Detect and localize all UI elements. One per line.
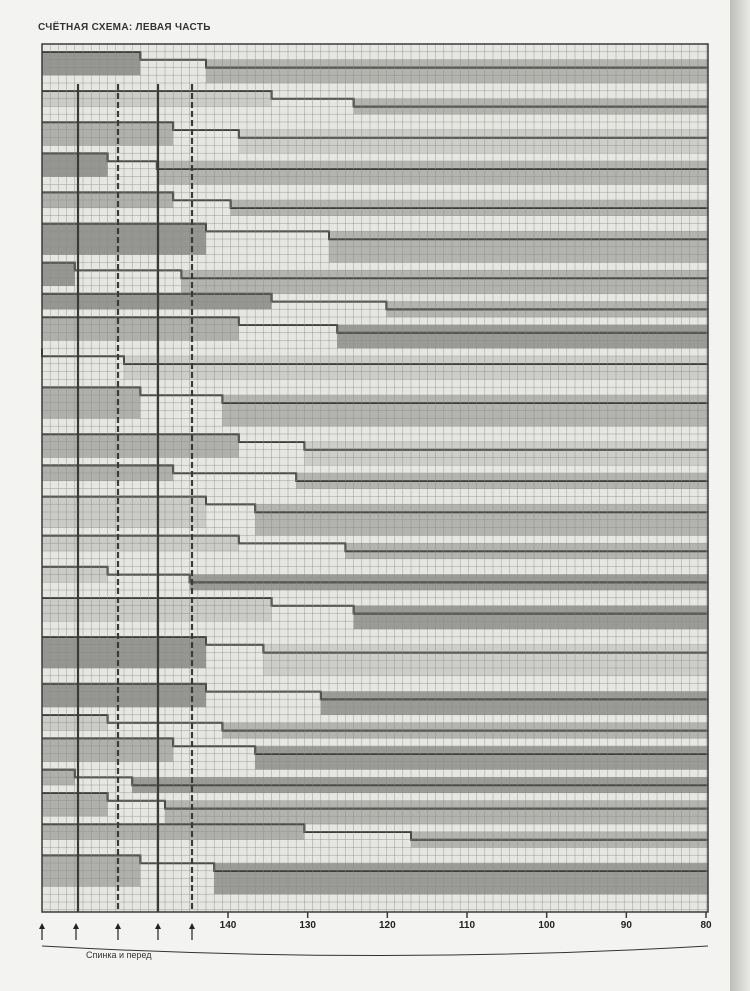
color-band — [255, 746, 708, 769]
color-band — [239, 130, 708, 153]
color-band — [214, 863, 708, 894]
color-band — [321, 692, 708, 715]
book-spine — [730, 0, 750, 991]
page-title: СЧЁТНАЯ СХЕМА: ЛЕВАЯ ЧАСТЬ — [38, 22, 211, 33]
color-band — [157, 161, 708, 184]
size-arrow-head — [115, 923, 121, 929]
color-band — [206, 60, 708, 83]
size-arrow-head — [73, 923, 79, 929]
x-tick-label: 130 — [299, 920, 317, 931]
x-tick-label: 80 — [700, 920, 712, 931]
size-arrow-head — [189, 923, 195, 929]
size-arrow-head — [39, 923, 45, 929]
x-tick-label: 140 — [219, 920, 237, 931]
x-tick-label: 120 — [378, 920, 396, 931]
x-tick-label: 100 — [538, 920, 556, 931]
chart-caption: Спинка и перед — [86, 950, 152, 960]
color-band — [222, 395, 708, 426]
color-band — [124, 356, 708, 379]
color-band — [304, 442, 708, 465]
size-arrow-head — [155, 923, 161, 929]
color-band — [181, 270, 708, 293]
x-tick-label: 90 — [620, 920, 632, 931]
x-tick-label: 110 — [458, 920, 476, 931]
color-band — [337, 325, 708, 348]
color-band — [165, 801, 708, 824]
color-band — [354, 606, 708, 629]
